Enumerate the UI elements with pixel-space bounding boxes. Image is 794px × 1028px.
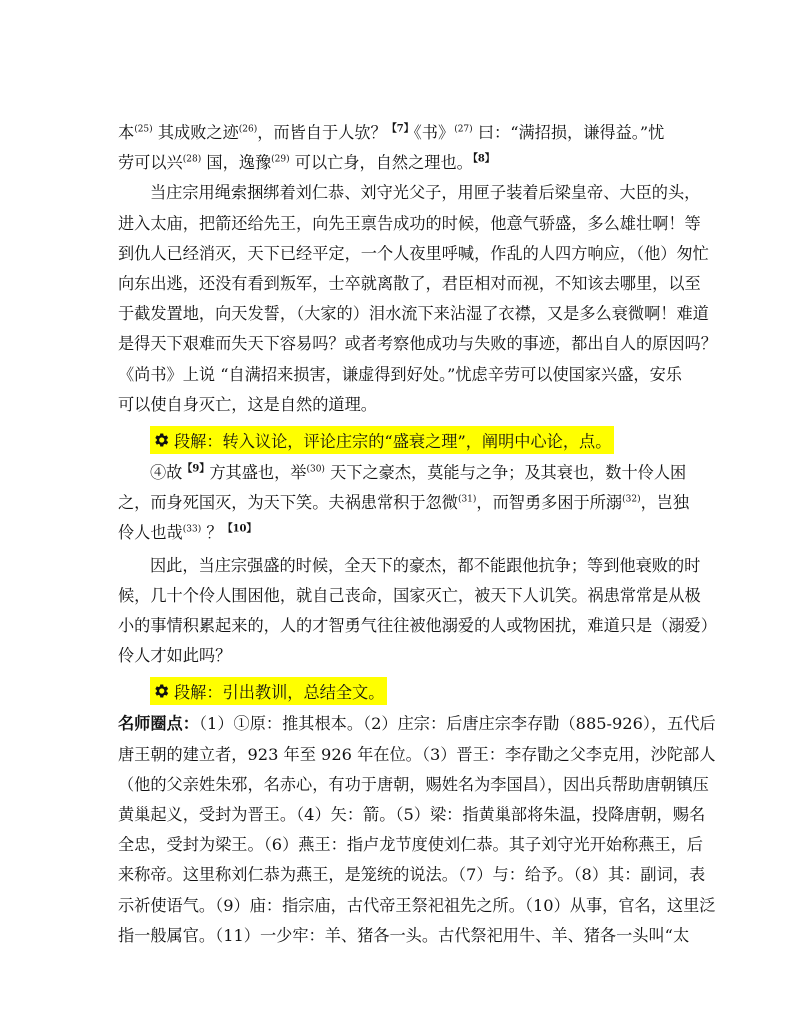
note-reference: 【10】 <box>222 524 257 536</box>
gear-icon <box>152 682 170 700</box>
teacher-notes-line: 全忠，受封为梁王。（6）燕王：指卢龙节度使刘仁恭。其子刘守光开始称燕王，后 <box>118 835 703 855</box>
gear-icon <box>152 431 170 449</box>
teacher-notes-line: 指一般属官。（11）一少牢：羊、猪各一头。古代祭祀用牛、羊、猪各一头叫“太 <box>118 925 690 945</box>
translation-line: 伶人才如此吗？ <box>118 646 232 666</box>
classical-text-line: 伶人也哉$^{(33)}$ ？$^{【10】}$ <box>118 523 257 543</box>
teacher-notes-line: 来称帝。这里称刘仁恭为燕王，是笼统的说法。（7）与：给予。（8）其：副词，表 <box>118 865 706 885</box>
teacher-notes-line: 示祈使语气。（9）庙：指宗庙，古代帝王祭祀祖先之所。（10）从事，官名，这里泛 <box>118 895 716 915</box>
note-reference: 【9】 <box>182 463 210 475</box>
translation-line: 进入太庙，把箭还给先王，向先王禀告成功的时候，他意气骄盛，多么雄壮啊！等 <box>118 213 701 233</box>
translation-line: 向东出逃，还没有看到叛军，士卒就离散了，君臣相对而视，不知该去哪里，以至 <box>118 274 701 294</box>
translation-line: 是得天下艰难而失天下容易吗？或者考察他成功与失败的事迹，都出自人的原因吗？ <box>118 334 717 354</box>
teacher-notes-line: 黄巢起义，受封为晋王。（4）矢：箭。（5）梁：指黄巢部将朱温，投降唐朝，赐名 <box>118 805 706 825</box>
paragraph-analysis-note <box>150 677 387 705</box>
note-reference: 【7】 <box>386 123 414 135</box>
teacher-notes-label: 名师圈点： <box>118 714 199 734</box>
teacher-notes-line: （他的父亲姓朱邪，名赤心，有功于唐朝，赐姓名为李国昌），因出兵帮助唐朝镇压 <box>118 774 709 794</box>
translation-line: 当庄宗用绳索捆绑着刘仁恭、刘守光父子，用匣子装着后梁皇帝、大臣的头， <box>150 183 701 203</box>
teacher-notes-line: 名师圈点：（1）①原：推其根本。（2）庄宗：后唐庄宗李存勖（885-926），五代后 <box>118 714 716 734</box>
paragraph-analysis-note <box>150 426 614 454</box>
teacher-notes-line: 唐王朝的建立者，923 年至 926 年在位。（3）晋王：李存勖之父李克用，沙陀部人 <box>118 744 716 764</box>
translation-line: 小的事情积累起来的，人的才智勇气往往被他溺爱的人或物困扰，难道只是（溺爱） <box>118 616 717 636</box>
classical-text-line: ④故$^{【9】}$方其盛也，举$^{(30)}$ 天下之豪杰，莫能与之争；及其衰也，数十伶人困 <box>150 463 687 483</box>
translation-line: 于截发置地，向天发誓，（大家的）泪水流下来沾湿了衣襟，又是多么衰微啊！难道 <box>118 304 709 324</box>
classical-text-line: 劳可以兴$^{(28)}$ 国，逸豫$^{(29)}$ 可以亡身，自然之理也。$^{【8】}$ <box>118 153 495 173</box>
classical-text-line: 之，而身死国灭，为天下笑。夫祸患常积于忽微$^{(31)}$，而智勇多困于所溺$^{(32)}$，岂独 <box>118 493 690 513</box>
note-text: 段解：引出教训，总结全文。 <box>174 683 385 703</box>
note-text: 段解：转入议论，评论庄宗的“盛衰之理”，阐明中心论，点。 <box>174 432 612 452</box>
note-reference: 【8】 <box>472 153 495 165</box>
document-page <box>118 118 717 951</box>
translation-line: 《尚书》上说 “自满招来损害，谦虚得到好处。”忧虑辛劳可以使国家兴盛，安乐 <box>118 364 682 384</box>
translation-line: 候，几十个伶人围困他，就自己丧命，国家灭亡，被天下人讥笑。祸患常常是从极 <box>118 585 701 605</box>
translation-line: 到仇人已经消灭，天下已经平定，一个人夜里呼喊，作乱的人四方响应，（他）匆忙 <box>118 243 709 263</box>
classical-text-line: 本$^{(25)}$ 其成败之迹$^{(26)}$，而皆自于人欤？$^{【7】}$《书》$^{(27)}$ 曰：“满招损，谦得益。”忧 <box>118 123 665 142</box>
translation-line: 可以使自身灭亡，这是自然的道理。 <box>118 394 377 414</box>
translation-line: 因此，当庄宗强盛的时候，全天下的豪杰，都不能跟他抗争；等到他衰败的时 <box>150 555 701 575</box>
